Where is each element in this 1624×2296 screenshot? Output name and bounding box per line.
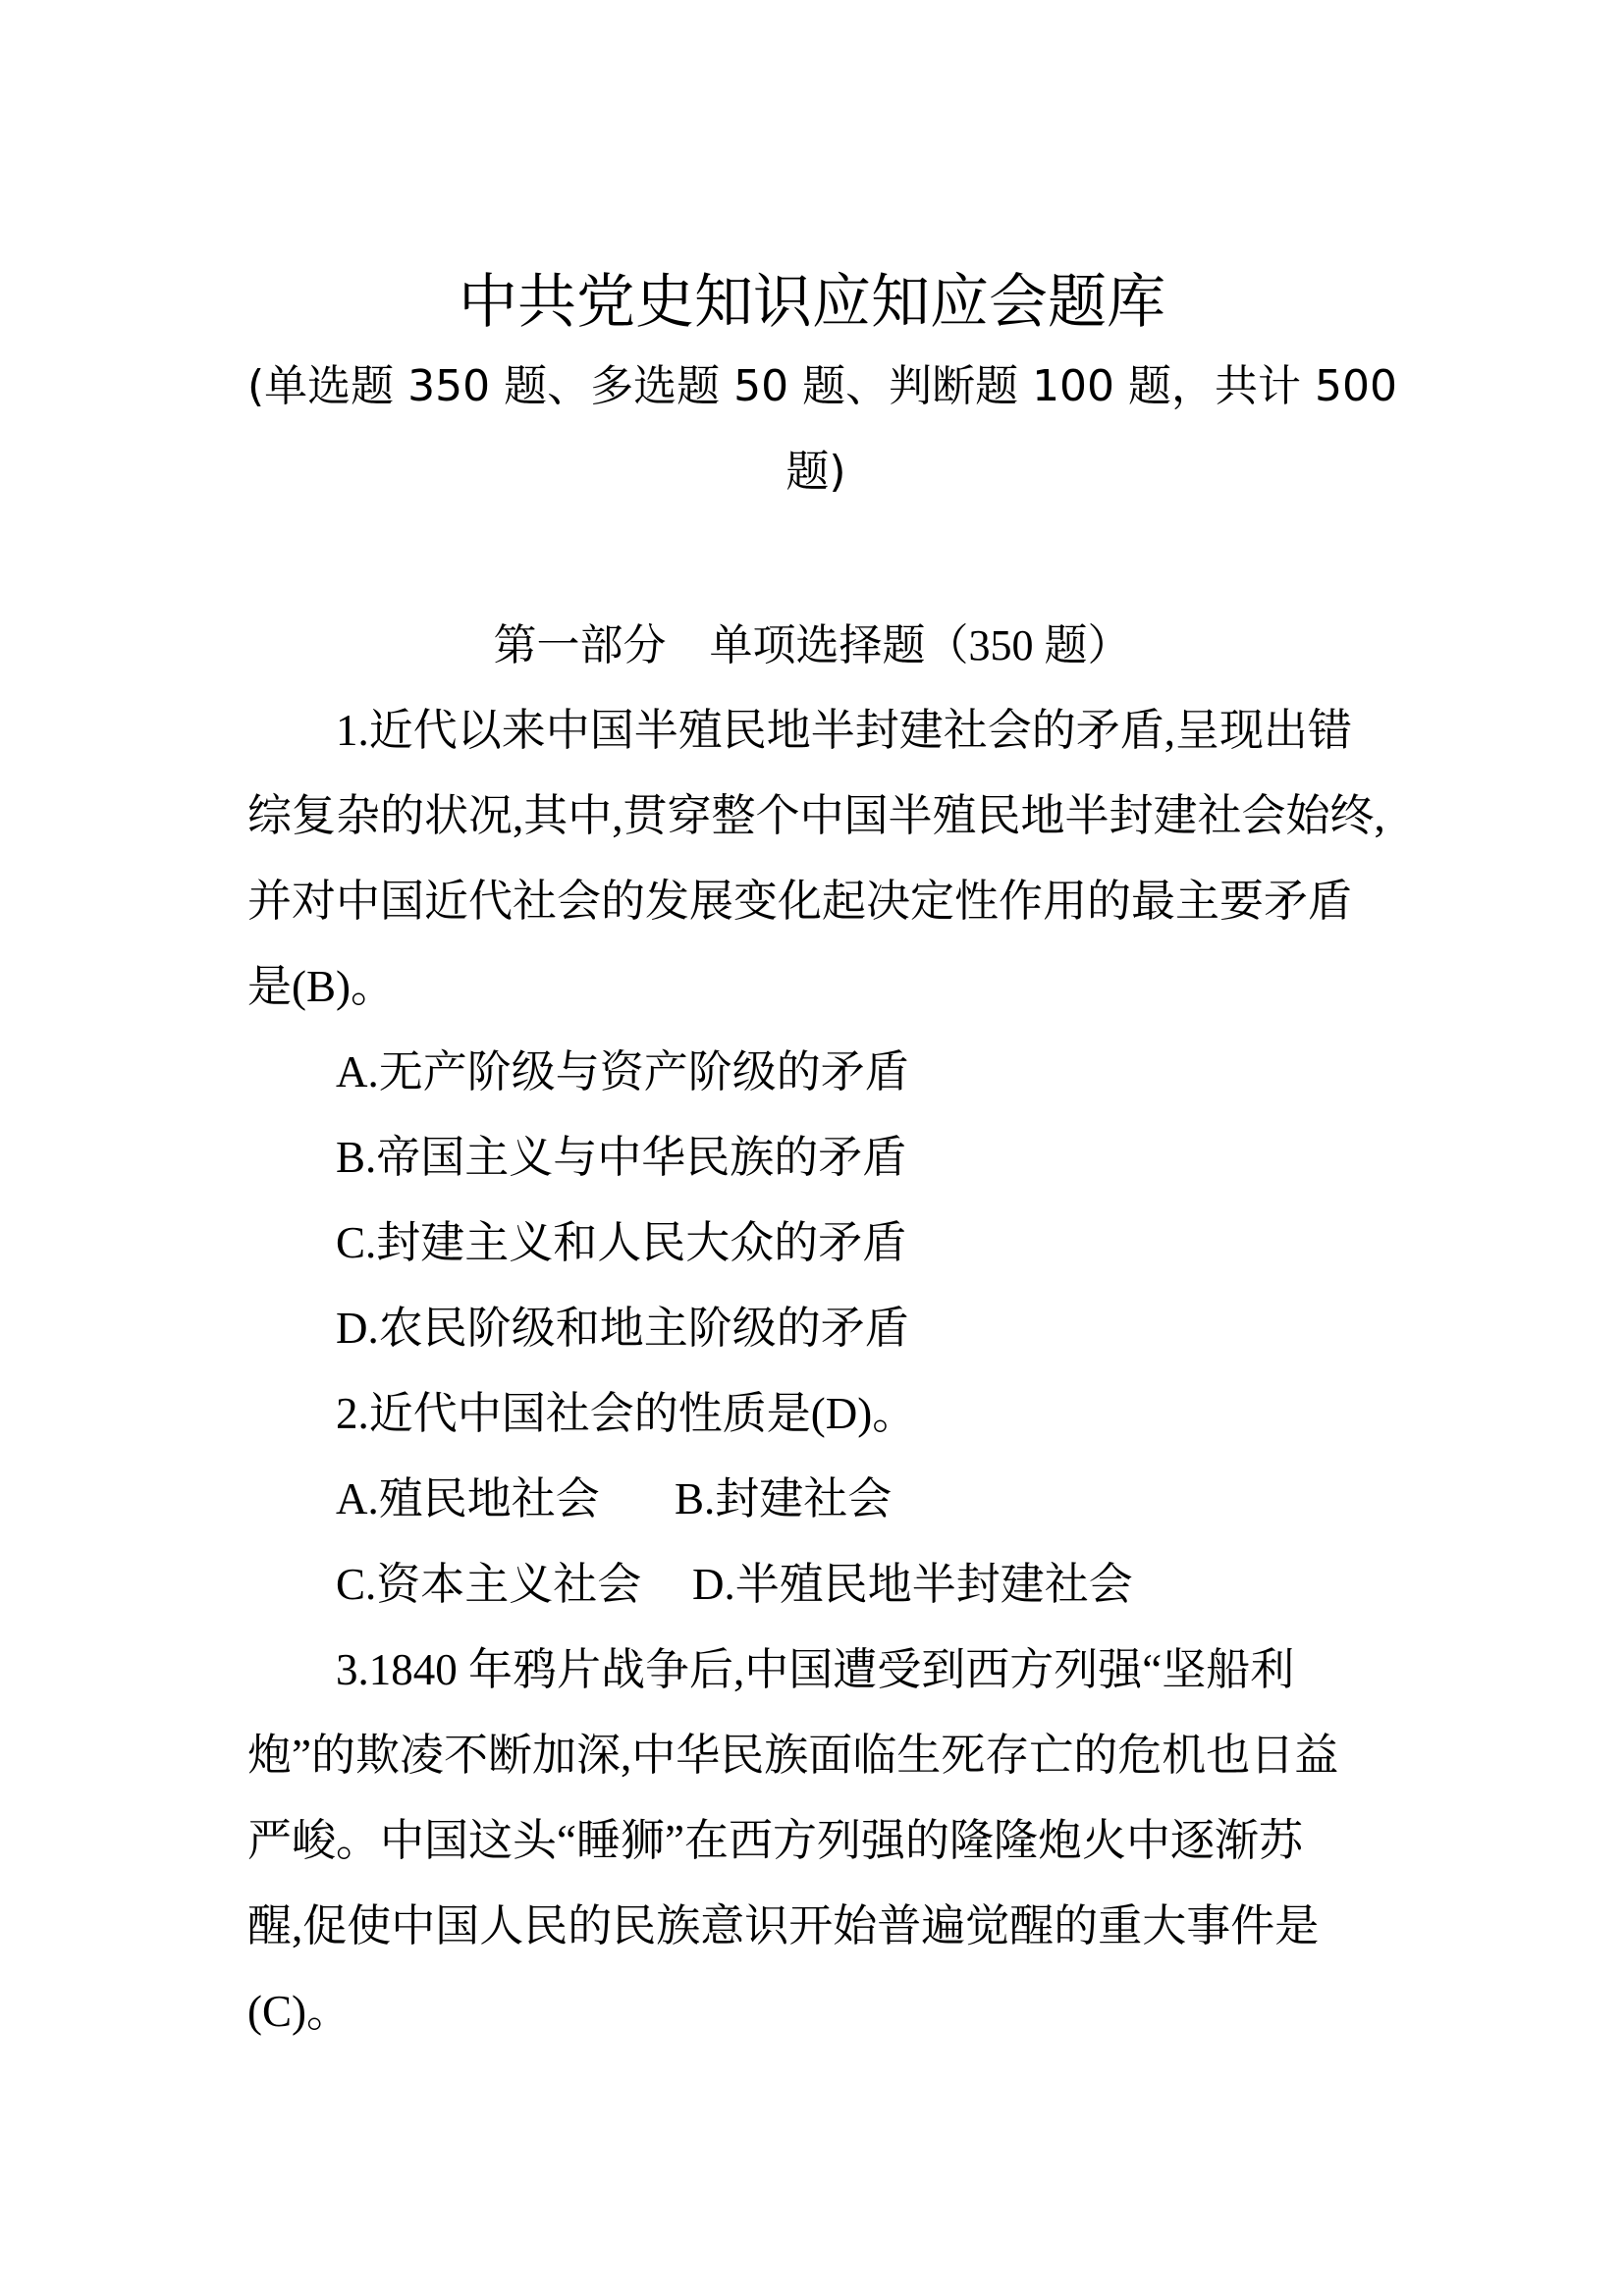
- subtitle-line: (单选题 350 题、多选题 50 题、判断题 100 题，共计 500: [247, 361, 1398, 411]
- question-stem-line: 炮”的欺凌不断加深,中华民族面临生死存亡的危机也日益: [247, 1731, 1339, 1780]
- question-stem-line: 1.近代以来中国半殖民地半封建社会的矛盾,呈现出错: [336, 706, 1353, 755]
- option-c: C.资本主义社会: [336, 1560, 642, 1609]
- option-d: D.半殖民地半封建社会: [692, 1560, 1133, 1609]
- question-stem-line: 醒,促使中国人民的民族意识开始普遍觉醒的重大事件是: [247, 1901, 1320, 1950]
- question-stem-line: 综复杂的状况,其中,贯穿整个中国半殖民地半封建社会始终,: [247, 791, 1385, 840]
- question-list: [247, 688, 1386, 2055]
- question-stem-line: (C)。: [247, 1987, 351, 2036]
- section-heading: 第一部分 单项选择题（350 题）: [493, 621, 1131, 669]
- question-1: [247, 688, 1386, 1371]
- question-stem-line: 严峻。中国这头“睡狮”在西方列强的隆隆炮火中逐渐苏: [247, 1816, 1303, 1865]
- option-b: B.帝国主义与中华民族的矛盾: [336, 1133, 907, 1182]
- question-stem-line: 3.1840 年鸦片战争后,中国遭受到西方列强“坚船利: [336, 1645, 1295, 1694]
- question-3: [247, 1628, 1386, 2055]
- document-subtitle: [247, 344, 1398, 514]
- question-stem-line: 是(B)。: [247, 962, 395, 1011]
- question-stem-line: 并对中国近代社会的发展变化起决定性作用的最主要矛盾: [247, 877, 1353, 926]
- option-row: [247, 1542, 1386, 1628]
- option-a: A.无产阶级与资产阶级的矛盾: [336, 1047, 909, 1096]
- option-row: [247, 1457, 1386, 1542]
- option-b: B.封建社会: [675, 1474, 893, 1523]
- option-a: A.殖民地社会: [336, 1474, 600, 1523]
- option-c: C.封建主义和人民大众的矛盾: [336, 1218, 907, 1267]
- question-stem-line: 2.近代中国社会的性质是(D)。: [336, 1389, 917, 1438]
- option-d: D.农民阶级和地主阶级的矛盾: [336, 1304, 909, 1353]
- subtitle-line: 题): [785, 447, 846, 497]
- question-2: [247, 1371, 1386, 1628]
- document-title: 中共党史知识应知应会题库: [459, 268, 1165, 337]
